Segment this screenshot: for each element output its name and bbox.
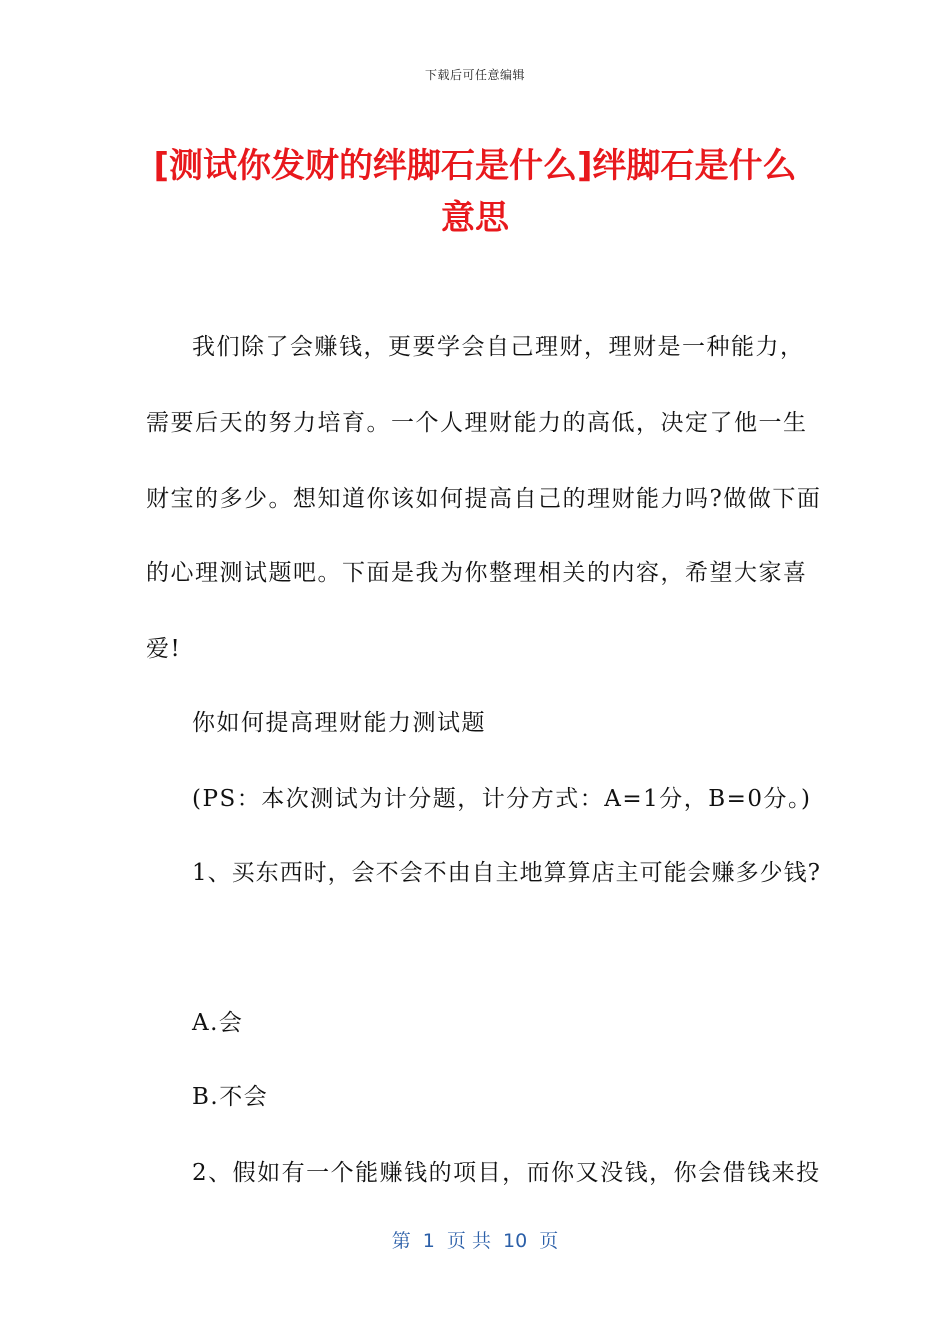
intro-line-1: 我们除了会赚钱，更要学会自己理财，理财是一种能力，: [192, 334, 805, 360]
header-note: 下载后可任意编辑: [424, 68, 525, 82]
quiz-title: 你如何提高理财能力测试题: [192, 710, 486, 736]
option-a: A.会: [192, 1010, 244, 1036]
intro-line-4: 的心理测试题吧。下面是我为你整理相关的内容，希望大家喜: [146, 560, 808, 586]
page-footer: 第 1 页 共 10 页: [391, 1230, 559, 1252]
question-2: 2、假如有一个能赚钱的项目，而你又没钱，你会借钱来投: [192, 1160, 821, 1186]
document-title: [测试你发财的绊脚石是什么]绊脚石是什么意思: [153, 146, 797, 238]
intro-line-5: 爱!: [146, 636, 182, 662]
scoring-note: (PS：本次测试为计分题，计分方式：A=1分，B=0分。): [192, 786, 812, 812]
question-1: 1、买东西时，会不会不由自主地算算店主可能会赚多少钱?: [192, 860, 821, 886]
intro-line-2: 需要后天的努力培育。一个人理财能力的高低，决定了他一生: [146, 410, 808, 436]
intro-line-3: 财宝的多少。想知道你该如何提高自己的理财能力吗?做做下面: [146, 486, 822, 512]
option-b: B.不会: [192, 1084, 269, 1110]
